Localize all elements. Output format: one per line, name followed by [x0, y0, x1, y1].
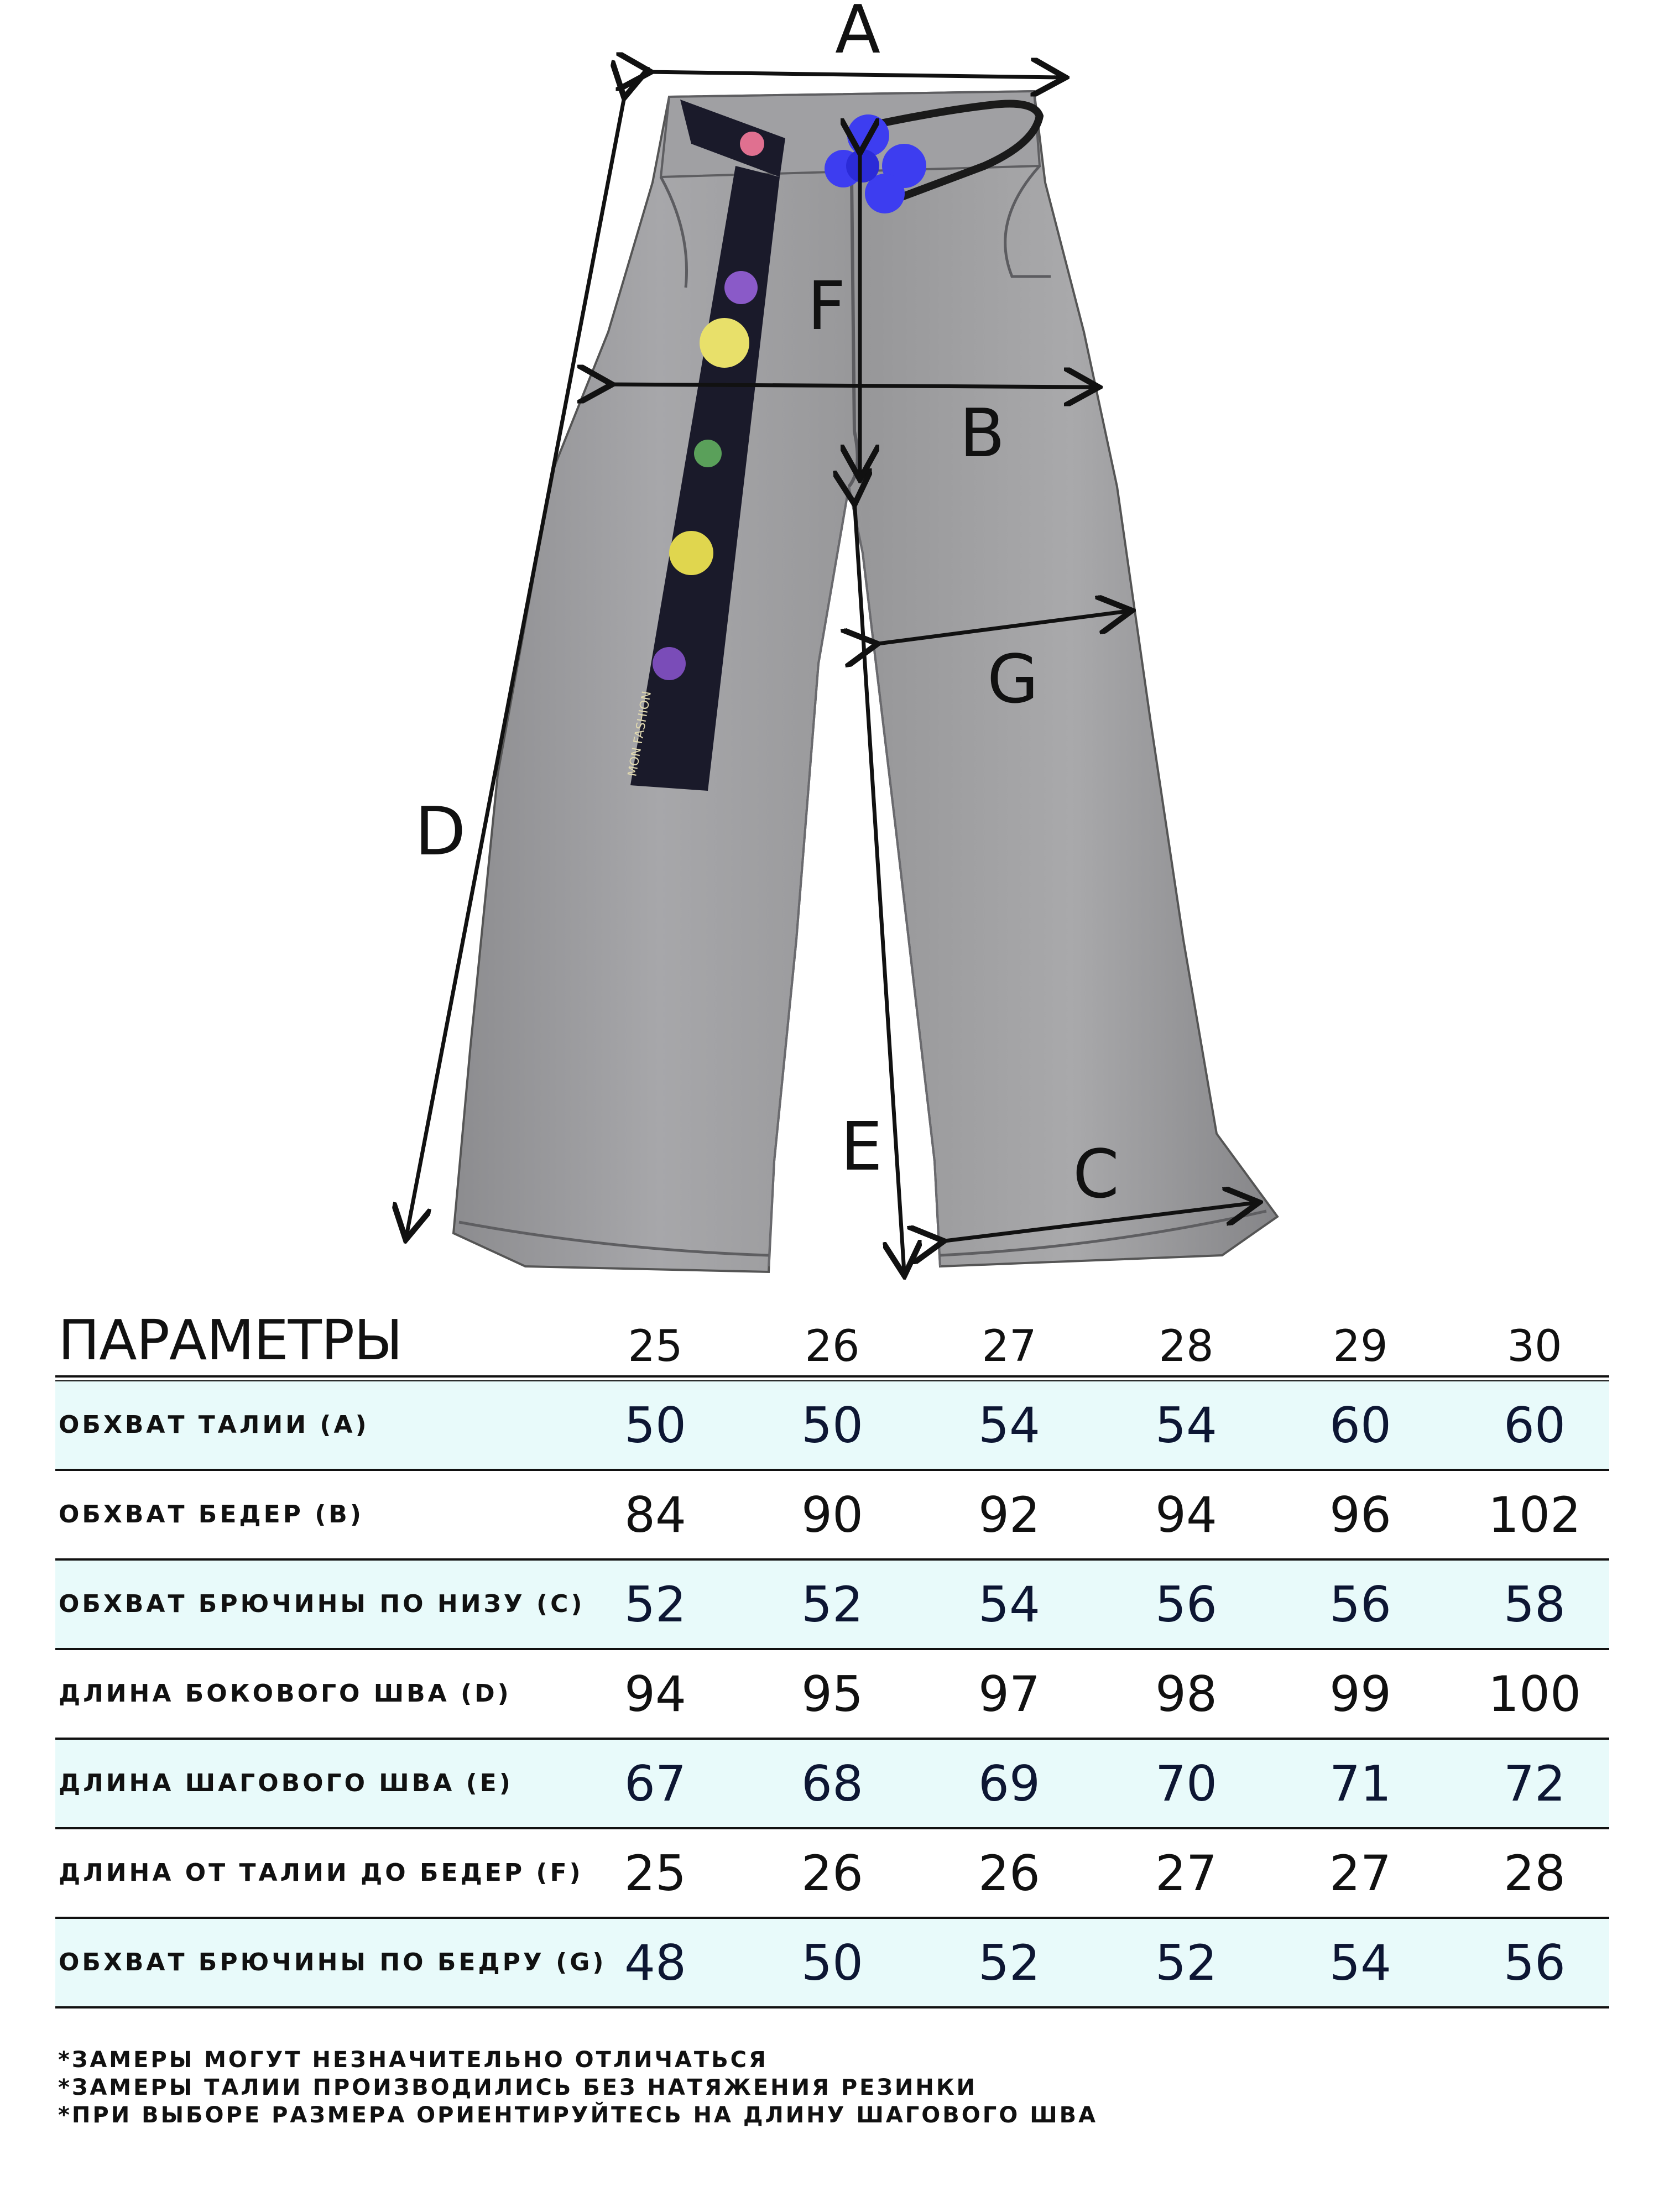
- dim-label-g: G: [987, 641, 1039, 718]
- footnote: *ПРИ ВЫБОРЕ РАЗМЕРА ОРИЕНТИРУЙТЕСЬ НА ДЛИНУ ШАГОВОГО ШВА: [58, 2103, 1098, 2128]
- table-cell: 84: [624, 1486, 686, 1543]
- table-cell: 52: [978, 1934, 1040, 1991]
- table-cell: 92: [978, 1486, 1040, 1543]
- table-cell: 69: [978, 1755, 1040, 1812]
- table-cell: 95: [801, 1666, 863, 1723]
- table-cell: 28: [1504, 1845, 1566, 1902]
- table-cell: 96: [1329, 1486, 1391, 1543]
- table-cell: 60: [1504, 1397, 1566, 1454]
- belt-flower-purple: [724, 271, 758, 304]
- size-header: 25: [628, 1322, 683, 1371]
- table-cell: 27: [1329, 1845, 1391, 1902]
- dim-label-f: F: [807, 268, 846, 345]
- size-header: 26: [805, 1322, 860, 1371]
- table-row: [55, 1471, 1609, 1561]
- table-cell: 50: [801, 1934, 863, 1991]
- row-label: ДЛИНА БОКОВОГО ШВА (D): [59, 1679, 512, 1708]
- table-cell: 54: [1329, 1934, 1391, 1991]
- table-cell: 56: [1155, 1576, 1217, 1633]
- table-cell: 94: [624, 1666, 686, 1723]
- arrow-b: [608, 384, 1095, 387]
- row-label: ДЛИНА ОТ ТАЛИИ ДО БЕДЕР (F): [59, 1859, 583, 1887]
- size-header: 28: [1159, 1322, 1214, 1371]
- table-cell: 54: [978, 1576, 1040, 1633]
- size-header: 30: [1507, 1322, 1562, 1371]
- row-label: ДЛИНА ШАГОВОГО ШВА (E): [59, 1769, 513, 1797]
- dim-label-a: A: [835, 0, 881, 69]
- arrow-a: [647, 72, 1062, 77]
- table-cell: 54: [1155, 1397, 1217, 1454]
- table-cell: 25: [624, 1845, 686, 1902]
- table-cell: 68: [801, 1755, 863, 1812]
- table-cell: 54: [978, 1397, 1040, 1454]
- table-cell: 58: [1504, 1576, 1566, 1633]
- dim-label-d: D: [415, 794, 466, 870]
- table-cell: 98: [1155, 1666, 1217, 1723]
- table-cell: 100: [1488, 1666, 1581, 1723]
- table-cell: 70: [1155, 1755, 1217, 1812]
- table-cell: 56: [1329, 1576, 1391, 1633]
- table-cell: 90: [801, 1486, 863, 1543]
- belt-brand-text: MON FASHION: [625, 690, 655, 778]
- table-row: [55, 1381, 1609, 1471]
- row-label: ОБХВАТ БРЮЧИНЫ ПО НИЗУ (C): [59, 1590, 585, 1618]
- table-cell: 102: [1488, 1486, 1581, 1543]
- table-row: [55, 1561, 1609, 1650]
- table-cell: 60: [1329, 1397, 1391, 1454]
- table-cell: 48: [624, 1934, 686, 1991]
- table-cell: 26: [801, 1845, 863, 1902]
- table-cell: 27: [1155, 1845, 1217, 1902]
- table-cell: 99: [1329, 1666, 1391, 1723]
- table-header: [55, 1300, 1609, 1374]
- row-label: ОБХВАТ БЕДЕР (B): [59, 1500, 364, 1528]
- size-header: 29: [1333, 1322, 1388, 1371]
- table-cell: 94: [1155, 1486, 1217, 1543]
- table-title: ПАРАМЕТРЫ: [58, 1308, 403, 1373]
- table-cell: 56: [1504, 1934, 1566, 1991]
- table-cell: 50: [624, 1397, 686, 1454]
- table-row: [55, 1919, 1609, 2008]
- belt-flower-purple: [653, 647, 686, 680]
- footnotes: [58, 2046, 1098, 2129]
- size-header: 27: [982, 1322, 1037, 1371]
- table-cell: 50: [801, 1397, 863, 1454]
- table-cell: 67: [624, 1755, 686, 1812]
- dim-label-b: B: [959, 395, 1005, 472]
- table-row: [55, 1829, 1609, 1919]
- table-cell: 72: [1504, 1755, 1566, 1812]
- belt-flower-yellow: [700, 318, 749, 368]
- size-table: [55, 1300, 1609, 2008]
- footnote: *ЗАМЕРЫ ТАЛИИ ПРОИЗВОДИЛИСЬ БЕЗ НАТЯЖЕНИЯ РЕЗИНКИ: [58, 2075, 978, 2100]
- table-cell: 52: [624, 1576, 686, 1633]
- row-label: ОБХВАТ ТАЛИИ (A): [59, 1411, 369, 1439]
- belt-flower-pink: [740, 132, 764, 156]
- row-label: ОБХВАТ БРЮЧИНЫ ПО БЕДРУ (G): [59, 1948, 607, 1976]
- table-cell: 71: [1329, 1755, 1391, 1812]
- dim-label-c: C: [1073, 1136, 1119, 1213]
- table-header-rule: [55, 1375, 1609, 1378]
- dim-label-e: E: [841, 1109, 883, 1186]
- belt-flower-yellow: [669, 531, 713, 575]
- belt-flower-green: [694, 440, 722, 467]
- footnote: *ЗАМЕРЫ МОГУТ НЕЗНАЧИТЕЛЬНО ОТЛИЧАТЬСЯ: [58, 2047, 768, 2073]
- table-cell: 52: [801, 1576, 863, 1633]
- table-cell: 97: [978, 1666, 1040, 1723]
- table-cell: 52: [1155, 1934, 1217, 1991]
- table-row: [55, 1650, 1609, 1740]
- table-cell: 26: [978, 1845, 1040, 1902]
- table-row: [55, 1740, 1609, 1829]
